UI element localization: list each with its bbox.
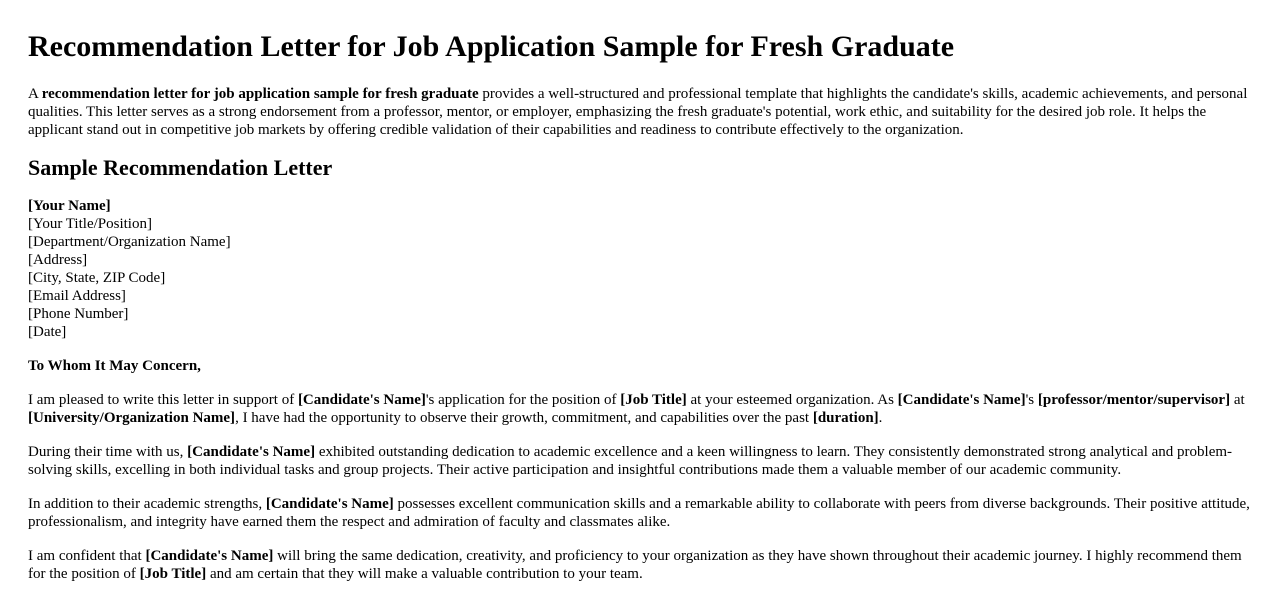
salutation: To Whom It May Concern, xyxy=(28,358,201,374)
letter-paragraph-3: In addition to their academic strengths, [Candidate's Name] possesses excellent communication skills and a remarkable ability to collaborate with peers from diverse backgrounds. Their positive attitude, professionalism, and integrity have earned them the respect and admiration of faculty and classmates alike. xyxy=(28,496,1250,530)
sender-date: [Date] xyxy=(28,324,67,340)
intro-text-end: provides a well-structured and professional template that highlights the candidate's skills, academic achievements, and personal qualities. This letter serves as a strong endorsement from a professor, mentor, or employer, emphasizing the fresh graduate's potential, work ethic, and suitability for the desired job role. It helps the applicant stand out in competitive job markets by offering credible validation of their capabilities and readiness to contribute effectively to the organization. xyxy=(28,86,1248,138)
page-title: Recommendation Letter for Job Application Sample for Fresh Graduate xyxy=(28,30,955,63)
sender-block xyxy=(28,197,1250,341)
sender-email: [Email Address] xyxy=(28,288,126,304)
letter-paragraph-2: During their time with us, [Candidate's Name] exhibited outstanding dedication to academic excellence and a keen willingness to learn. They consistently demonstrated strong analytical and problem-solving skills, excelling in both individual tasks and group projects. Their active participation and insightful contributions made them a valuable member of our academic community. xyxy=(28,444,1233,478)
intro-keyword: recommendation letter for job application sample for fresh graduate xyxy=(41,86,479,102)
letter-paragraph-1: I am pleased to write this letter in support of [Candidate's Name]'s application for the position of [Job Title] at your esteemed organization. As [Candidate's Name]'s [professor/mentor/supervisor] at [University/Organization Name], I have had the opportunity to observe their growth, commitment, and capabilities over the past [duration]. xyxy=(28,392,1245,426)
intro-text-start: A xyxy=(28,86,42,102)
sender-city-state-zip: [City, State, ZIP Code] xyxy=(28,270,166,286)
sender-address: [Address] xyxy=(28,252,88,268)
sender-phone: [Phone Number] xyxy=(28,306,129,322)
sender-department: [Department/Organization Name] xyxy=(28,234,231,250)
letter-paragraph-4: I am confident that [Candidate's Name] will bring the same dedication, creativity, and proficiency to your organization as they have shown throughout their academic journey. I highly recommend them for the position of [Job Title] and am certain that they will make a valuable contribution to your team. xyxy=(28,548,1242,582)
sender-title: [Your Title/Position] xyxy=(28,216,152,232)
intro-paragraph xyxy=(28,85,1250,139)
sender-name: [Your Name] xyxy=(28,198,111,214)
section-title: Sample Recommendation Letter xyxy=(28,155,333,180)
